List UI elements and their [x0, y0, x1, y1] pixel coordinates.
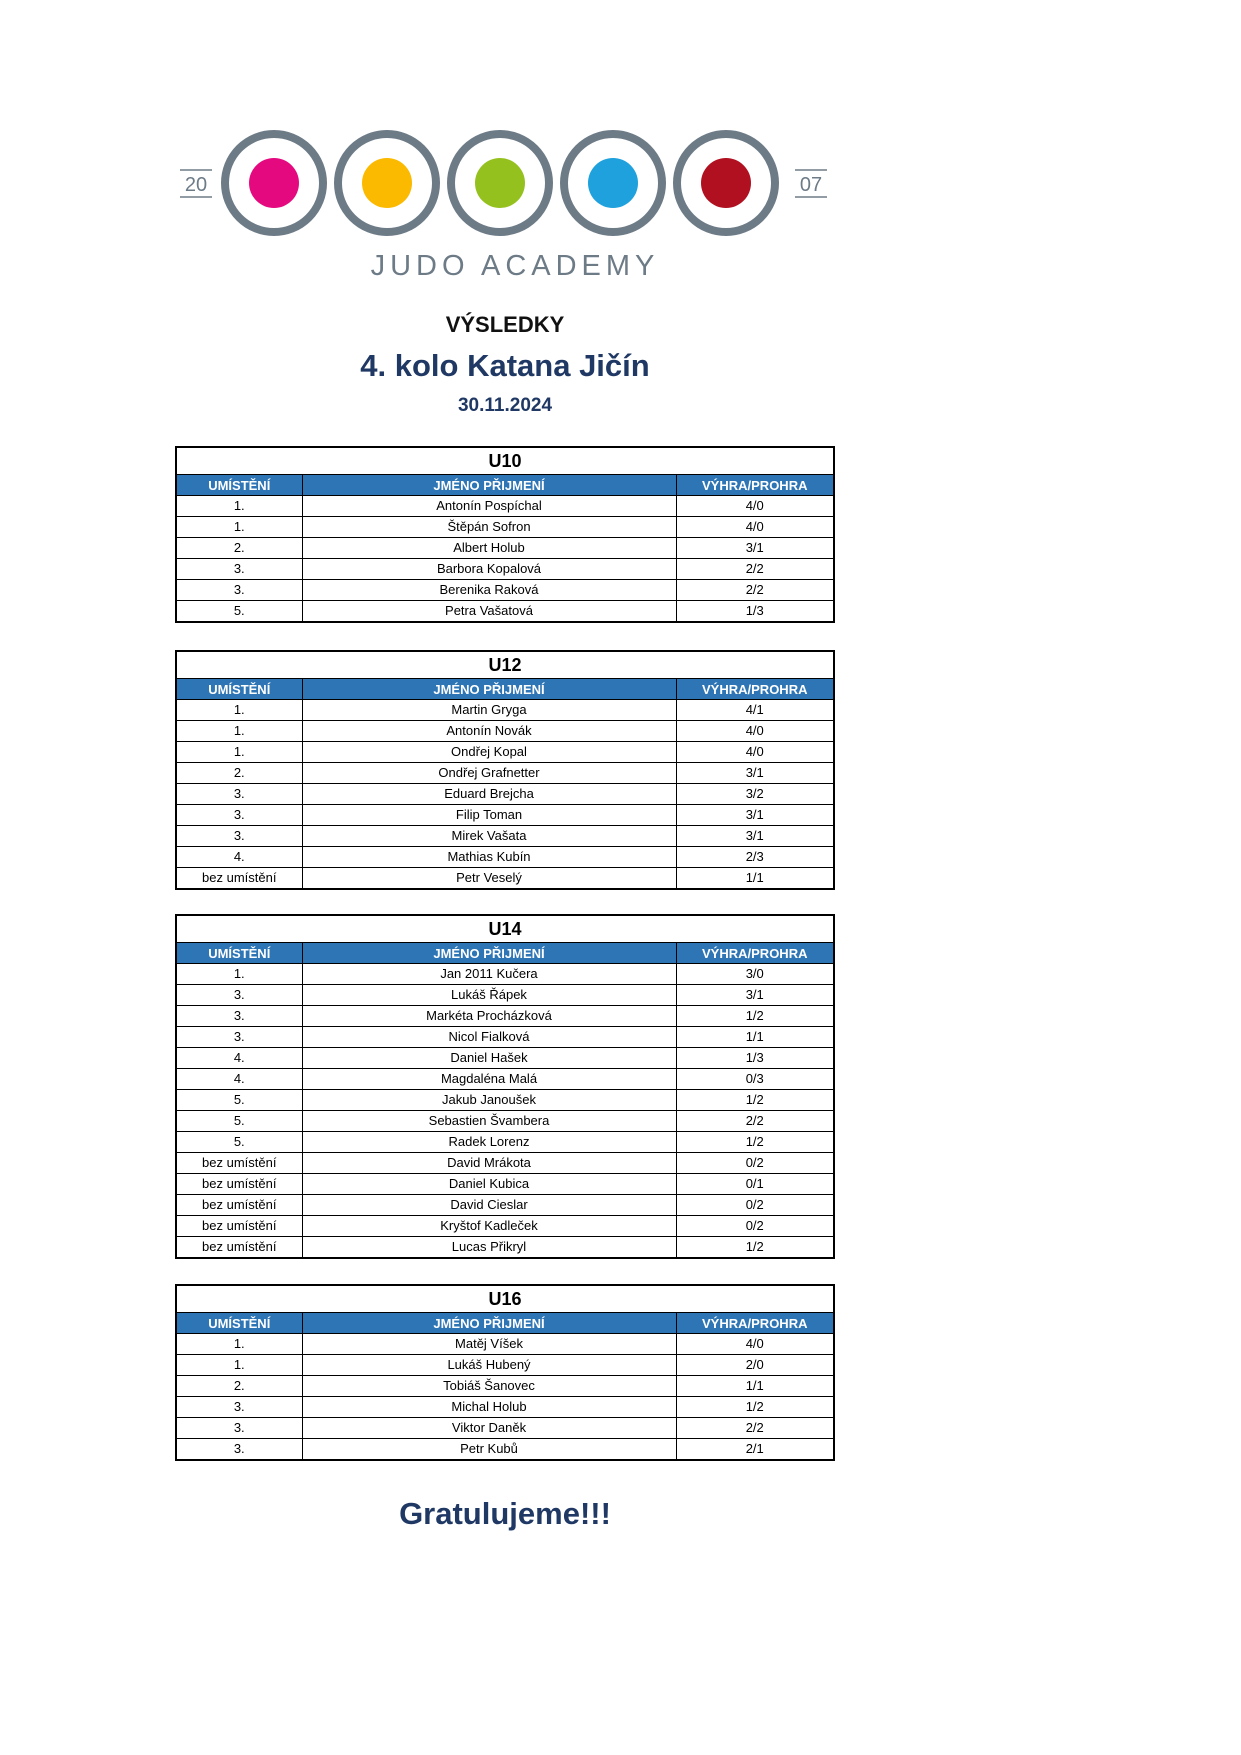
placement-cell: 1. — [233, 1336, 245, 1351]
category-title: U16 — [177, 1286, 833, 1313]
table-row — [177, 559, 833, 580]
name-cell: Kryštof Kadleček — [302, 1216, 676, 1237]
name-cell: Viktor Daněk — [302, 1418, 676, 1439]
column-header-name: JMÉNO PŘIJMENÍ — [302, 475, 676, 496]
name-cell: Markéta Procházková — [302, 1006, 676, 1027]
placement-cell: 1. — [177, 742, 302, 763]
table-row — [177, 1006, 833, 1027]
name-cell: Jan 2011 Kučera — [302, 964, 676, 985]
placement-cell: 3. — [177, 1418, 302, 1439]
table-row — [177, 1111, 833, 1132]
table-row — [177, 517, 833, 538]
score-cell: 1/2 — [676, 1397, 833, 1418]
name-cell: Albert Holub — [302, 538, 676, 559]
name-cell: Petr Kubů — [302, 1439, 676, 1460]
logo-ring-5 — [677, 134, 775, 232]
name-cell: Ondřej Grafnetter — [302, 763, 676, 784]
score-cell: 2/0 — [676, 1355, 833, 1376]
logo-ring-3 — [451, 134, 549, 232]
table-row — [177, 985, 833, 1006]
placement-cell: 5. — [177, 601, 302, 622]
score-cell: 3/1 — [676, 826, 833, 847]
table-row — [177, 964, 833, 985]
table-row — [177, 784, 833, 805]
results-table — [175, 446, 835, 623]
score-cell: 1/2 — [676, 1132, 833, 1153]
score-cell: 3/1 — [676, 538, 833, 559]
score-cell: 1/1 — [676, 1376, 833, 1397]
judo-academy-logo — [170, 120, 850, 290]
column-header-score: VÝHRA/PROHRA — [676, 475, 833, 496]
placement-cell: 1. — [233, 702, 245, 717]
logo-dot-3 — [475, 158, 525, 208]
logo-year-right-text: 07 — [799, 174, 823, 196]
column-header-name: JMÉNO PŘIJMENÍ — [302, 1313, 676, 1334]
placement-cell: bez umístění — [177, 868, 302, 889]
name-cell: Sebastien Švambera — [302, 1111, 676, 1132]
placement-cell: 5. — [177, 1111, 302, 1132]
name-cell: Jakub Janoušek — [302, 1090, 676, 1111]
results-grid — [177, 679, 833, 888]
placement-cell: bez umístění — [177, 1237, 302, 1258]
table-row — [177, 1376, 833, 1397]
results-grid — [177, 1313, 833, 1459]
table-row — [177, 805, 833, 826]
table-row — [177, 1090, 833, 1111]
table-row — [177, 763, 833, 784]
table-row — [177, 1132, 833, 1153]
table-row — [177, 1048, 833, 1069]
name-cell: Antonín Pospíchal — [302, 496, 676, 517]
score-cell: 3/1 — [676, 985, 833, 1006]
placement-cell: 1. — [177, 1355, 302, 1376]
name-cell: Lucas Přikryl — [302, 1237, 676, 1258]
logo-rings — [225, 134, 775, 232]
table-row — [177, 580, 833, 601]
logo-dot-5 — [701, 158, 751, 208]
column-header-score: VÝHRA/PROHRA — [676, 943, 833, 964]
score-cell: 2/2 — [676, 559, 833, 580]
column-header-placement: UMÍSTĚNÍ — [177, 679, 302, 700]
score-cell: 3/1 — [676, 805, 833, 826]
column-header-placement: UMÍSTĚNÍ — [177, 1313, 302, 1334]
table-row — [177, 1153, 833, 1174]
name-cell: Mirek Vašata — [302, 826, 676, 847]
placement-cell: 3. — [177, 1439, 302, 1460]
name-cell: Tobiáš Šanovec — [302, 1376, 676, 1397]
congratulations-text: Gratulujeme!!! — [399, 1496, 611, 1531]
name-cell: Michal Holub — [302, 1397, 676, 1418]
results-grid — [177, 475, 833, 621]
results-table — [175, 1284, 835, 1461]
score-cell: 2/2 — [676, 1418, 833, 1439]
score-cell: 0/2 — [676, 1216, 833, 1237]
score-cell: 4/0 — [676, 721, 833, 742]
name-cell: Magdaléna Malá — [302, 1069, 676, 1090]
placement-cell: 4. — [177, 1048, 302, 1069]
table-row — [177, 1397, 833, 1418]
column-header-placement: UMÍSTĚNÍ — [177, 943, 302, 964]
placement-cell: 3. — [177, 826, 302, 847]
table-row — [177, 742, 833, 763]
score-cell: 2/2 — [676, 580, 833, 601]
table-header-row — [177, 1313, 833, 1334]
category-title: U12 — [177, 652, 833, 679]
score-cell: 1/2 — [676, 1006, 833, 1027]
placement-cell: 4. — [177, 847, 302, 868]
score-cell: 3/2 — [676, 784, 833, 805]
name-cell: Daniel Hašek — [302, 1048, 676, 1069]
score-cell: 4/0 — [676, 496, 833, 517]
score-cell: 1/2 — [676, 1090, 833, 1111]
table-header-row — [177, 475, 833, 496]
logo-year-left-text: 20 — [184, 174, 208, 196]
name-cell: Nicol Fialková — [302, 1027, 676, 1048]
placement-cell: 1. — [177, 517, 302, 538]
event-title: 4. kolo Katana Jičín — [360, 348, 650, 383]
column-header-name: JMÉNO PŘIJMENÍ — [302, 943, 676, 964]
name-cell: Filip Toman — [302, 805, 676, 826]
name-cell: Štěpán Sofron — [302, 517, 676, 538]
placement-cell: 3. — [177, 580, 302, 601]
name-cell: Petr Veselý — [302, 868, 676, 889]
table-row — [177, 1334, 833, 1355]
placement-cell: 3. — [177, 985, 302, 1006]
score-cell: 1/1 — [676, 1027, 833, 1048]
category-title: U14 — [177, 916, 833, 943]
logo-year-left — [180, 170, 212, 197]
placement-cell: 3. — [177, 784, 302, 805]
score-cell: 4/0 — [676, 742, 833, 763]
logo-year-right — [795, 170, 827, 197]
placement-cell: 3. — [177, 1027, 302, 1048]
table-row — [177, 700, 833, 721]
category-title: U10 — [177, 448, 833, 475]
table-row — [177, 1069, 833, 1090]
score-cell: 0/1 — [676, 1174, 833, 1195]
column-header-score: VÝHRA/PROHRA — [676, 679, 833, 700]
table-row — [177, 1237, 833, 1258]
placement-cell: 3. — [177, 805, 302, 826]
column-header-score: VÝHRA/PROHRA — [676, 1313, 833, 1334]
score-cell: 2/2 — [676, 1111, 833, 1132]
logo-ring-4 — [564, 134, 662, 232]
score-cell: 3/1 — [676, 763, 833, 784]
placement-cell: 3. — [177, 1006, 302, 1027]
score-cell: 1/3 — [676, 601, 833, 622]
column-header-name: JMÉNO PŘIJMENÍ — [302, 679, 676, 700]
logo-dot-1 — [249, 158, 299, 208]
placement-cell: 3. — [177, 1397, 302, 1418]
table-row — [177, 1355, 833, 1376]
score-cell: 4/0 — [676, 1334, 833, 1355]
event-date: 30.11.2024 — [457, 395, 553, 416]
placement-cell: 5. — [177, 1132, 302, 1153]
table-row — [177, 538, 833, 559]
logo-dot-2 — [362, 158, 412, 208]
name-cell: Barbora Kopalová — [302, 559, 676, 580]
name-cell: Mathias Kubín — [302, 847, 676, 868]
name-cell: Antonín Novák — [302, 721, 676, 742]
name-cell: Petra Vašatová — [302, 601, 676, 622]
placement-cell: 2. — [177, 1376, 302, 1397]
placement-cell: 1. — [233, 498, 245, 513]
table-row — [177, 721, 833, 742]
logo-wordmark: JUDO ACADEMY — [370, 250, 660, 282]
table-row — [177, 601, 833, 622]
score-cell: 4/1 — [676, 700, 833, 721]
name-cell: David Cieslar — [302, 1195, 676, 1216]
placement-cell: bez umístění — [177, 1216, 302, 1237]
results-heading: VÝSLEDKY — [445, 312, 565, 337]
name-cell: Lukáš Řápek — [302, 985, 676, 1006]
name-cell: Lukáš Hubený — [302, 1355, 676, 1376]
score-cell: 2/1 — [676, 1439, 833, 1460]
logo-ring-2 — [338, 134, 436, 232]
table-row — [177, 868, 833, 889]
column-header-placement: UMÍSTĚNÍ — [177, 475, 302, 496]
score-cell: 1/2 — [676, 1237, 833, 1258]
score-cell: 0/2 — [676, 1195, 833, 1216]
name-cell: Eduard Brejcha — [302, 784, 676, 805]
placement-cell: 1. — [177, 721, 302, 742]
score-cell: 1/3 — [676, 1048, 833, 1069]
placement-cell: 3. — [177, 559, 302, 580]
table-row — [177, 1174, 833, 1195]
name-cell: Matěj Víšek — [302, 1334, 676, 1355]
placement-cell: 4. — [177, 1069, 302, 1090]
table-row — [177, 496, 833, 517]
score-cell: 4/0 — [676, 517, 833, 538]
name-cell: Berenika Raková — [302, 580, 676, 601]
score-cell: 1/1 — [676, 868, 833, 889]
name-cell: Martin Gryga — [302, 700, 676, 721]
placement-cell: 2. — [177, 763, 302, 784]
name-cell: David Mrákota — [302, 1153, 676, 1174]
table-row — [177, 1439, 833, 1460]
table-header-row — [177, 943, 833, 964]
placement-cell: 5. — [177, 1090, 302, 1111]
table-row — [177, 1418, 833, 1439]
name-cell: Daniel Kubica — [302, 1174, 676, 1195]
logo-dot-4 — [588, 158, 638, 208]
table-header-row — [177, 679, 833, 700]
table-row — [177, 847, 833, 868]
results-table — [175, 914, 835, 1259]
table-row — [177, 1027, 833, 1048]
table-row — [177, 1216, 833, 1237]
score-cell: 3/0 — [676, 964, 833, 985]
score-cell: 2/3 — [676, 847, 833, 868]
placement-cell: bez umístění — [177, 1174, 302, 1195]
logo-ring-1 — [225, 134, 323, 232]
table-row — [177, 826, 833, 847]
name-cell: Ondřej Kopal — [302, 742, 676, 763]
score-cell: 0/2 — [676, 1153, 833, 1174]
results-grid — [177, 943, 833, 1257]
placement-cell: 2. — [177, 538, 302, 559]
name-cell: Radek Lorenz — [302, 1132, 676, 1153]
results-table — [175, 650, 835, 890]
score-cell: 0/3 — [676, 1069, 833, 1090]
table-row — [177, 1195, 833, 1216]
placement-cell: bez umístění — [177, 1153, 302, 1174]
placement-cell: 1. — [233, 966, 245, 981]
placement-cell: bez umístění — [177, 1195, 302, 1216]
